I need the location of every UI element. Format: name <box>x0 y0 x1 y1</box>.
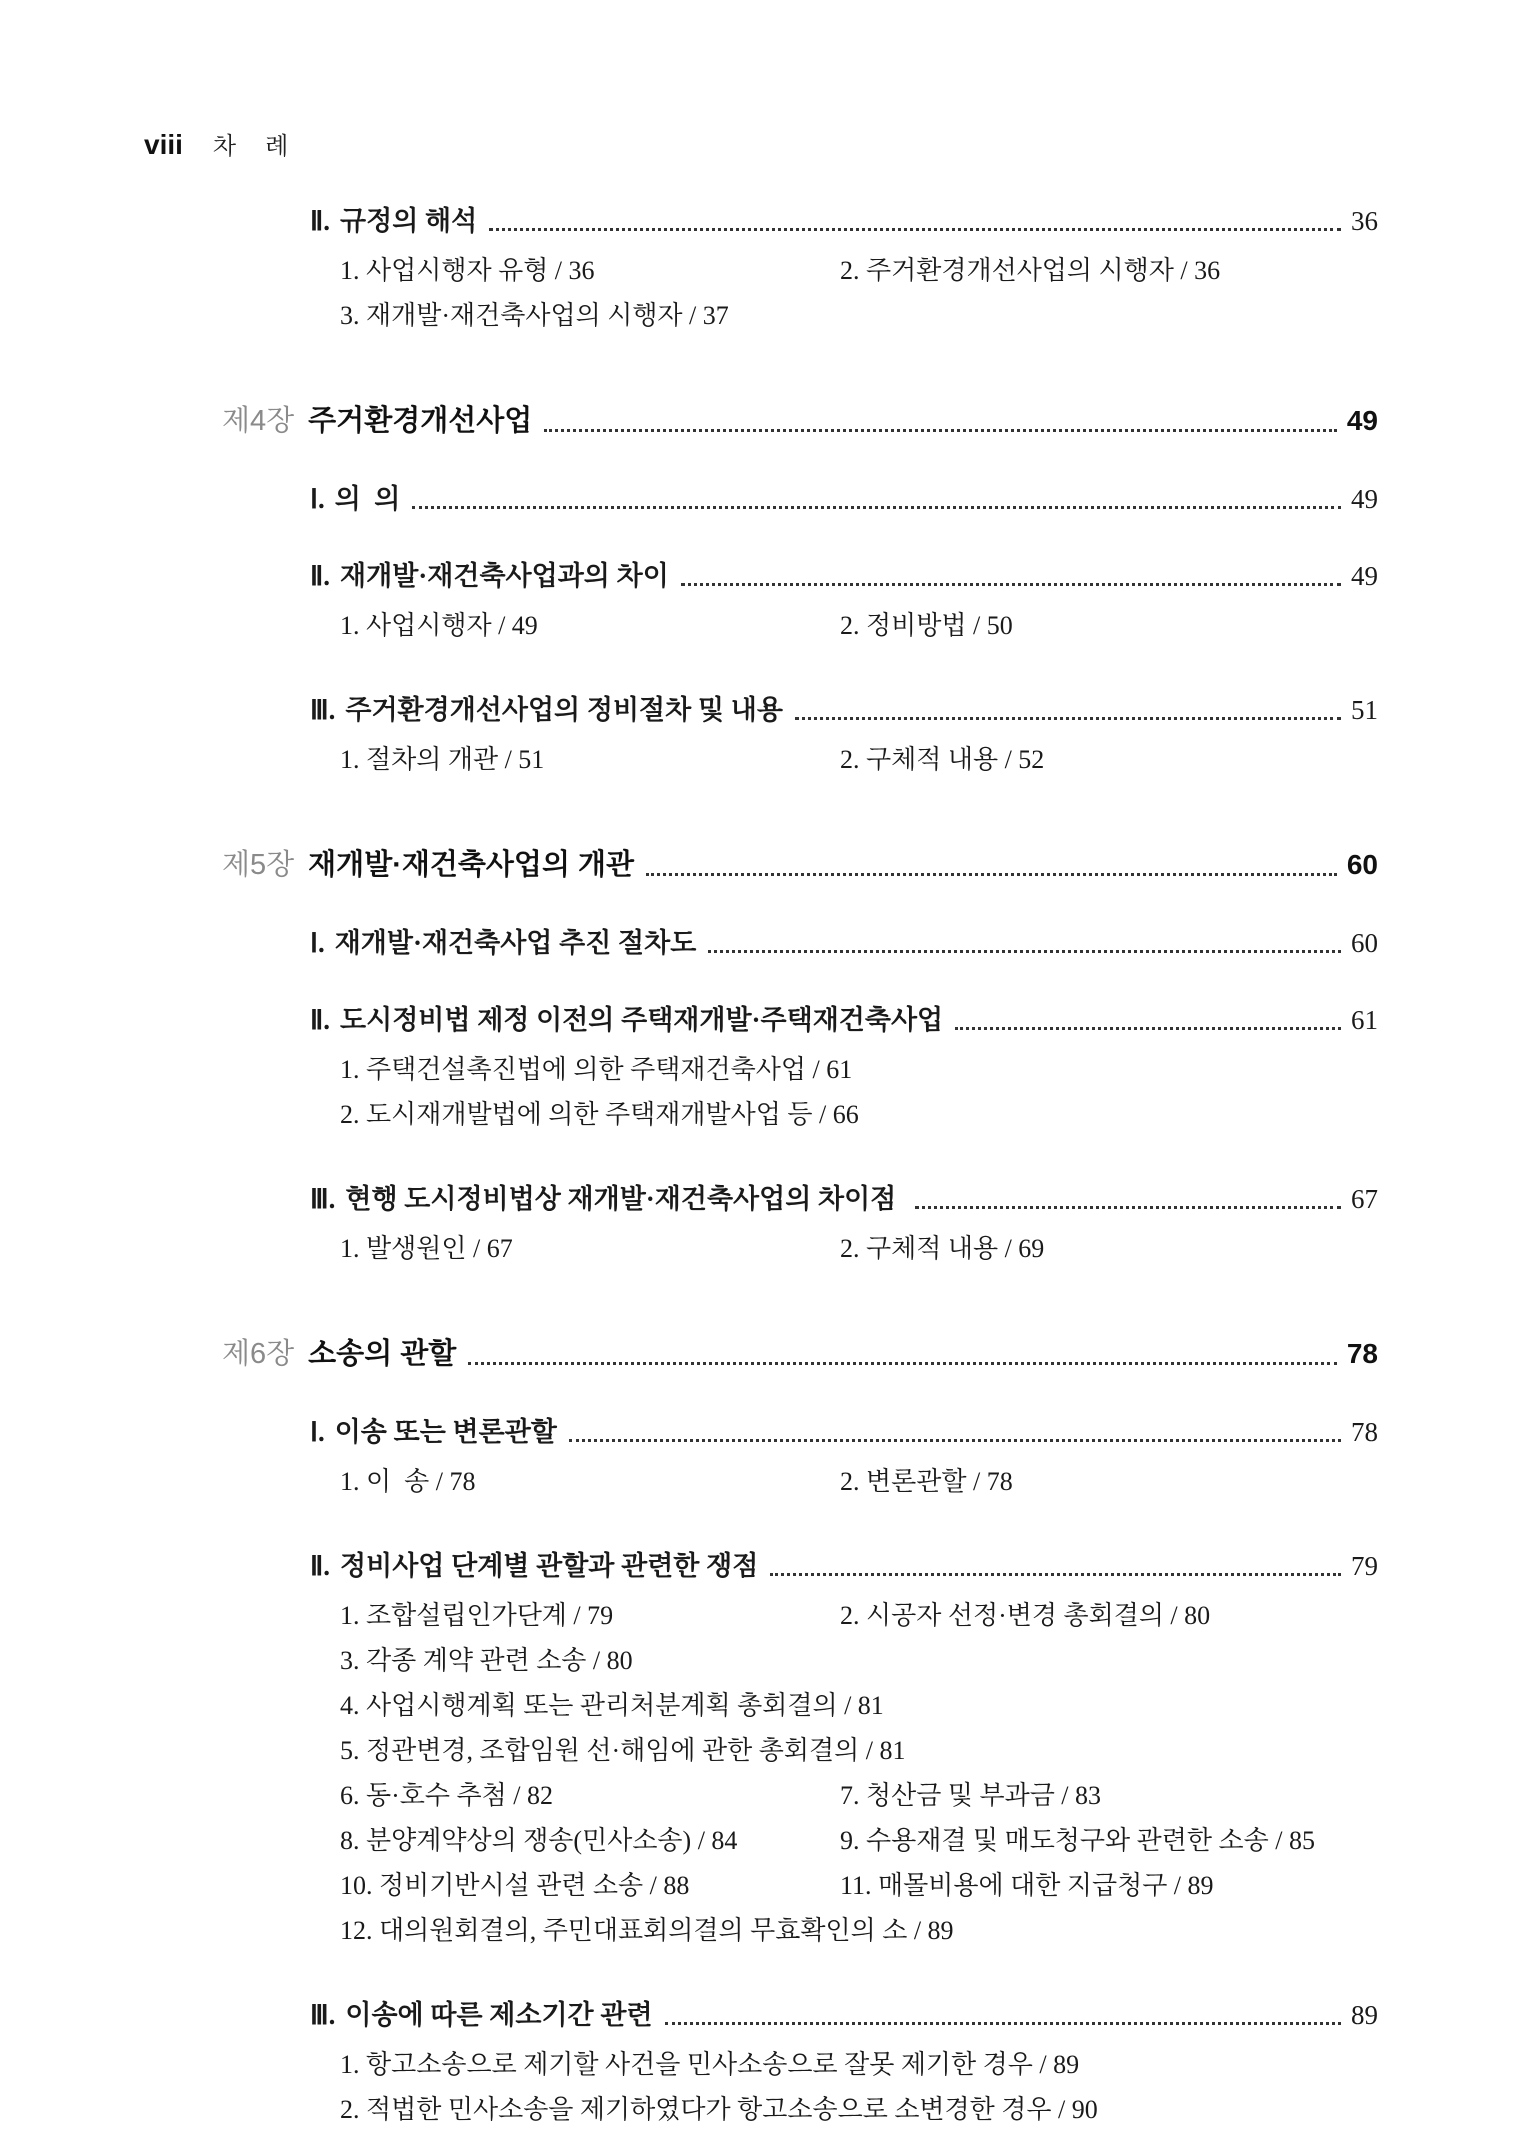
section-page-number: 51 <box>1351 695 1378 725</box>
section-number: Ⅰ. <box>310 928 325 958</box>
dot-leader <box>795 717 1341 720</box>
chapter-number: 제4장 <box>222 405 295 437</box>
toc-section-row <box>310 477 1378 516</box>
chapter-title: 재개발·재건축사업의 개관 <box>308 849 635 881</box>
chapter-number: 제6장 <box>222 1338 295 1370</box>
page-header <box>144 126 1378 161</box>
toc-sub-items <box>340 1049 1378 1139</box>
section-title: 재개발·재건축사업과의 차이 <box>340 561 669 591</box>
toc-item-row <box>340 250 1378 295</box>
toc-item: 2. 도시재개발법에 의한 주택재개발사업 등 / 66 <box>340 1100 859 1129</box>
toc-item: 1. 이 송 / 78 <box>340 1467 476 1496</box>
toc-item-row <box>340 605 1378 650</box>
page-header-title: 차 례 <box>212 134 290 160</box>
toc-item-row <box>340 1820 1378 1865</box>
toc-section-row <box>310 1410 1378 1449</box>
section-title: 재개발·재건축사업 추진 절차도 <box>334 928 697 958</box>
toc-sub-items <box>340 1461 1378 1506</box>
toc-item: 1. 항고소송으로 제기할 사건을 민사소송으로 잘못 제기한 경우 / 89 <box>340 2050 1080 2079</box>
toc-item: 2. 주거환경개선사업의 시행자 / 36 <box>840 256 1221 285</box>
chapter-page-number: 60 <box>1346 849 1378 880</box>
toc-section-row <box>310 1544 1378 1583</box>
section-page-number: 49 <box>1351 484 1378 514</box>
toc-item-row <box>340 2044 1378 2089</box>
section-page-number: 79 <box>1351 1551 1378 1581</box>
toc-item: 2. 정비방법 / 50 <box>840 611 1013 640</box>
toc-item-row <box>340 1461 1378 1506</box>
toc-sub-items <box>340 1228 1378 1273</box>
toc-item: 1. 주택건설촉진법에 의한 주택재건축사업 / 61 <box>340 1055 853 1084</box>
dot-leader <box>665 2022 1341 2025</box>
toc-section-row <box>310 199 1378 238</box>
toc-item-row <box>340 1865 1378 1910</box>
section-title: 도시정비법 제정 이전의 주택재개발·주택재건축사업 <box>340 1005 944 1035</box>
section-page-number: 89 <box>1351 2000 1378 2030</box>
section-page-number: 61 <box>1351 1005 1378 1035</box>
toc-item-row <box>340 1228 1378 1273</box>
toc-item-row <box>340 1094 1378 1139</box>
toc-section-row <box>310 688 1378 727</box>
toc-item: 1. 조합설립인가단계 / 79 <box>340 1601 614 1630</box>
section-number: Ⅲ. <box>310 695 336 725</box>
toc-item: 9. 수용재결 및 매도청구와 관련한 소송 / 85 <box>840 1826 1315 1855</box>
section-number: Ⅱ. <box>310 561 331 591</box>
section-number: Ⅱ. <box>310 206 331 236</box>
toc-section-row <box>310 921 1378 960</box>
toc-item-row <box>340 1640 1378 1685</box>
toc-item: 1. 발생원인 / 67 <box>340 1234 513 1263</box>
toc-sub-items <box>340 739 1378 784</box>
dot-leader <box>544 429 1337 432</box>
dot-leader <box>468 1362 1337 1365</box>
section-title: 정비사업 단계별 관할과 관련한 쟁점 <box>340 1551 759 1581</box>
dot-leader <box>412 506 1341 509</box>
dot-leader <box>646 873 1337 876</box>
toc-item-row <box>340 1049 1378 1094</box>
toc-item: 4. 사업시행계획 또는 관리처분계획 총회결의 / 81 <box>340 1691 884 1720</box>
toc-sub-items <box>340 605 1378 650</box>
toc-item: 11. 매몰비용에 대한 지급청구 / 89 <box>840 1871 1214 1900</box>
section-number: Ⅰ. <box>310 484 325 514</box>
dot-leader <box>489 228 1341 231</box>
chapter-page-number: 78 <box>1346 1338 1378 1369</box>
toc-item-row <box>340 2089 1378 2134</box>
toc-item: 7. 청산금 및 부과금 / 83 <box>840 1781 1102 1810</box>
chapter-page-number: 49 <box>1346 405 1378 436</box>
toc-item: 12. 대의원회결의, 주민대표회의결의 무효확인의 소 / 89 <box>340 1916 954 1945</box>
toc-sub-items <box>340 2044 1378 2134</box>
page-folio: viii <box>144 129 183 160</box>
toc-section-row <box>310 1177 1378 1216</box>
dot-leader <box>569 1439 1341 1442</box>
toc-item: 10. 정비기반시설 관련 소송 / 88 <box>340 1871 690 1900</box>
toc-item: 1. 절차의 개관 / 51 <box>340 745 545 774</box>
toc-item: 2. 시공자 선정·변경 총회결의 / 80 <box>840 1601 1211 1630</box>
toc-item-row <box>340 1910 1378 1955</box>
section-number: Ⅱ. <box>310 1005 331 1035</box>
toc-item: 5. 정관변경, 조합임원 선·해임에 관한 총회결의 / 81 <box>340 1736 906 1765</box>
dot-leader <box>770 1573 1341 1576</box>
toc-item: 3. 각종 계약 관련 소송 / 80 <box>340 1646 633 1675</box>
toc-sub-items <box>340 250 1378 340</box>
chapter-title: 소송의 관할 <box>308 1338 457 1370</box>
toc-chapter-row <box>222 1331 1378 1372</box>
toc-item: 3. 재개발·재건축사업의 시행자 / 37 <box>340 301 729 330</box>
toc-item: 2. 구체적 내용 / 69 <box>840 1234 1045 1263</box>
toc-sub-items <box>340 1595 1378 1955</box>
toc-item: 1. 사업시행자 / 49 <box>340 611 538 640</box>
toc-section-row <box>310 554 1378 593</box>
toc-chapter-row <box>222 398 1378 439</box>
section-number: Ⅰ. <box>310 1417 325 1447</box>
chapter-number: 제5장 <box>222 849 295 881</box>
section-title: 이송 또는 변론관할 <box>334 1417 557 1447</box>
dot-leader <box>915 1206 1341 1209</box>
section-title: 규정의 해석 <box>340 206 478 236</box>
toc-item-row <box>340 1730 1378 1775</box>
toc-item: 2. 변론관할 / 78 <box>840 1467 1013 1496</box>
toc-section-row <box>310 998 1378 1037</box>
section-page-number: 78 <box>1351 1417 1378 1447</box>
toc-section-row <box>310 1993 1378 2032</box>
toc-item-row <box>340 1595 1378 1640</box>
section-title: 의 의 <box>334 484 401 514</box>
dot-leader <box>708 950 1341 953</box>
toc-chapter-row <box>222 842 1378 883</box>
section-number: Ⅱ. <box>310 1551 331 1581</box>
toc-item: 6. 동·호수 추첨 / 82 <box>340 1781 553 1810</box>
toc-item: 1. 사업시행자 유형 / 36 <box>340 256 595 285</box>
toc-item: 2. 구체적 내용 / 52 <box>840 745 1045 774</box>
chapter-title: 주거환경개선사업 <box>308 405 533 437</box>
section-number: Ⅲ. <box>310 2000 336 2030</box>
toc-item: 8. 분양계약상의 쟁송(민사소송) / 84 <box>340 1826 738 1855</box>
toc-item: 2. 적법한 민사소송을 제기하였다가 항고소송으로 소변경한 경우 / 90 <box>340 2095 1098 2124</box>
toc-item-row <box>340 1775 1378 1820</box>
dot-leader <box>681 583 1341 586</box>
section-title: 주거환경개선사업의 정비절차 및 내용 <box>345 695 783 725</box>
toc-item-row <box>340 295 1378 340</box>
section-title: 이송에 따른 제소기간 관련 <box>345 2000 653 2030</box>
section-page-number: 67 <box>1351 1184 1378 1214</box>
section-number: Ⅲ. <box>310 1184 336 1214</box>
table-of-contents <box>144 199 1378 2134</box>
section-title: 현행 도시정비법상 재개발·재건축사업의 차이점 <box>345 1184 904 1214</box>
section-page-number: 49 <box>1351 561 1378 591</box>
toc-item-row <box>340 739 1378 784</box>
section-page-number: 36 <box>1351 206 1378 236</box>
toc-item-row <box>340 1685 1378 1730</box>
section-page-number: 60 <box>1351 928 1378 958</box>
dot-leader <box>955 1027 1341 1030</box>
